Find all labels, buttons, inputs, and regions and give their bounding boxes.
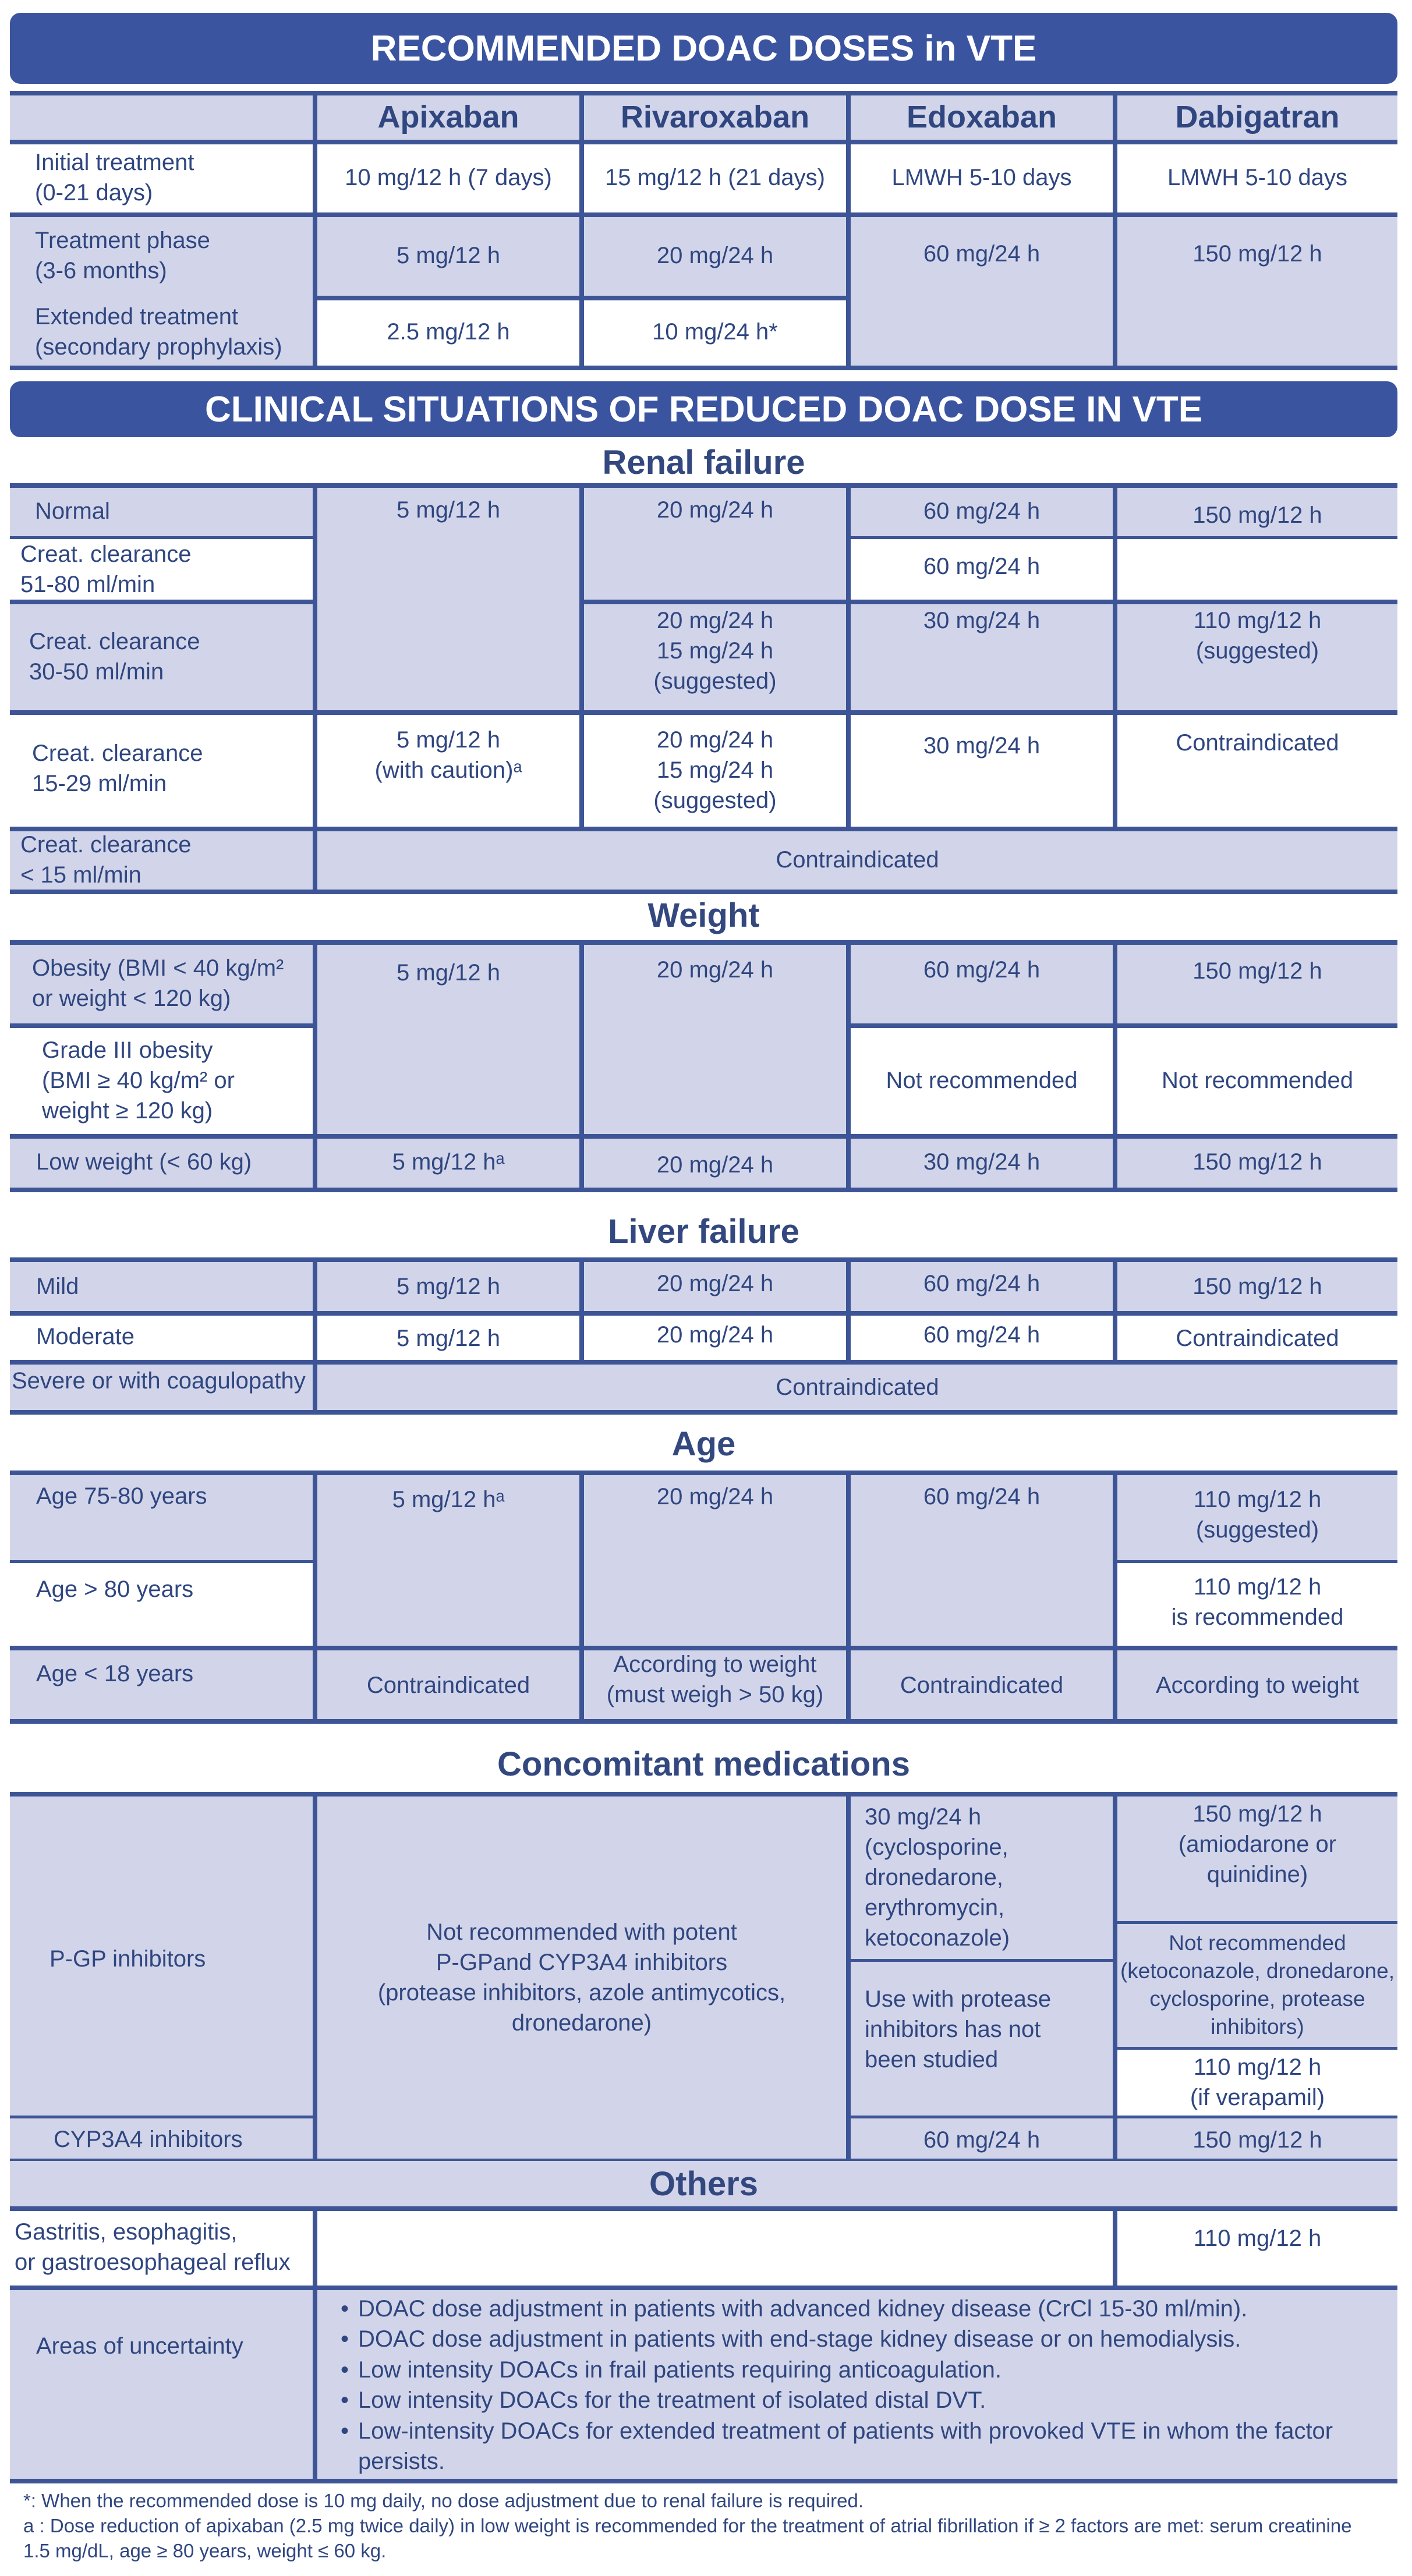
divider — [1113, 1921, 1397, 1924]
row-band-ext-merge — [847, 297, 1397, 367]
divider — [1113, 2206, 1117, 2288]
uncertainty-list — [341, 2294, 1389, 2477]
row-label-obesity: Obesity (BMI < 40 kg/m² or weight < 120 kg) — [32, 955, 284, 1011]
title-clinical-situations: CLINICAL SITUATIONS OF REDUCED DOAC DOSE IN VTE — [10, 381, 1397, 437]
cell-a7580-apixaban: 5 mg/12 hᵃ — [392, 1487, 505, 1512]
divider — [10, 827, 1397, 831]
divider — [10, 1311, 1397, 1316]
uncertainty-item: • DOAC dose adjustment in patients with advanced kidney disease (CrCl 15-30 ml/min). — [341, 2294, 1389, 2324]
cell-grade3-dabigatran: Not recommended — [1161, 1068, 1354, 1093]
divider — [1113, 485, 1117, 828]
cell-initial-rivaroxaban: 15 mg/12 h (21 days) — [605, 165, 825, 190]
cell-moderate-edoxaban: 60 mg/24 h — [923, 1322, 1041, 1348]
cell-a18-edoxaban: Contraindicated — [900, 1673, 1064, 1698]
row-label-cyp: CYP3A4 inhibitors — [54, 2127, 243, 2152]
row-label-gastritis: Gastritis, esophagitis, or gastroesophageal reflux — [15, 2219, 291, 2275]
cell-low-apixaban: 5 mg/12 hᵃ — [392, 1149, 505, 1175]
cell-low-dabigatran: 150 mg/12 h — [1192, 1149, 1322, 1175]
uncertainty-item: • Low-intensity DOACs for extended treatment of patients with provoked VTE in whom the factor persists. — [341, 2416, 1389, 2477]
divider — [10, 140, 1397, 144]
cell-mild-dabigatran: 150 mg/12 h — [1192, 1274, 1322, 1299]
divider — [10, 483, 1397, 488]
cell-meds-edox-pgp2: Use with protease inhibitors has not been studied — [865, 1986, 1052, 2072]
cell-meds-edox-cyp: 60 mg/24 h — [923, 2127, 1041, 2153]
cell-obesity-apixaban: 5 mg/12 h — [397, 960, 500, 986]
row-label-c3050: Creat. clearance 30-50 ml/min — [29, 629, 200, 685]
cell-gastritis-dabigatran: 110 mg/12 h — [1193, 2226, 1322, 2251]
divider — [1113, 93, 1117, 367]
cell-obesity-dabigatran: 150 mg/12 h — [1192, 958, 1322, 984]
cell-c3050-edoxaban: 30 mg/24 h — [923, 608, 1041, 633]
uncertainty-item: • Low intensity DOACs for the treatment of isolated distal DVT. — [341, 2385, 1389, 2415]
row-label-initial: Initial treatment (0-21 days) — [35, 150, 194, 205]
row-label-a80: Age > 80 years — [36, 1576, 194, 1602]
cell-meds-dabi-pgp2: Not recommended (ketoconazole, dronedarone, cyclosporine, protease inhibitors) — [1120, 1930, 1395, 2039]
cell-phase-apixaban: 5 mg/12 h — [397, 243, 500, 268]
cell-grade3-edoxaban: Not recommended — [886, 1068, 1078, 1093]
cell-moderate-rivaroxaban: 20 mg/24 h — [656, 1322, 774, 1348]
cell-c3050-dabigatran: 110 mg/12 h (suggested) — [1193, 608, 1322, 664]
divider — [10, 1719, 1397, 1724]
divider — [313, 1260, 317, 1412]
divider — [579, 1473, 584, 1720]
divider — [846, 942, 851, 1189]
cell-c3050-rivaroxaban: 20 mg/24 h 15 mg/24 h (suggested) — [653, 608, 777, 694]
divider — [1113, 942, 1117, 1189]
divider — [10, 2116, 313, 2118]
cell-initial-apixaban: 10 mg/12 h (7 days) — [345, 165, 552, 190]
divider — [10, 1134, 1397, 1139]
bullet-icon: • — [341, 2387, 349, 2414]
divider — [579, 93, 584, 367]
row-label-a7580: Age 75-80 years — [36, 1483, 207, 1509]
row-label-pgp: P-GP inhibitors — [49, 1946, 206, 1972]
header-edoxaban: Edoxaban — [906, 99, 1057, 134]
cell-c1529-rivaroxaban: 20 mg/24 h 15 mg/24 h (suggested) — [653, 727, 777, 813]
divider — [846, 1473, 851, 1720]
cell-extended-apixaban: 2.5 mg/12 h — [387, 319, 510, 345]
section-renal: Renal failure — [602, 443, 805, 481]
row-label-severe: Severe or with coagulopathy — [12, 1368, 306, 1394]
cell-mild-edoxaban: 60 mg/24 h — [923, 1271, 1041, 1296]
cell-moderate-dabigatran: Contraindicated — [1176, 1326, 1339, 1351]
divider — [579, 600, 1397, 604]
cell-normal-apixaban: 5 mg/12 h — [397, 497, 500, 523]
cell-low-rivaroxaban: 20 mg/24 h — [656, 1152, 774, 1178]
row-label-a18: Age < 18 years — [36, 1661, 194, 1686]
cell-c5180-edoxaban: 60 mg/24 h — [923, 554, 1041, 579]
divider — [313, 1794, 317, 2161]
cell-obesity-rivaroxaban: 20 mg/24 h — [656, 957, 774, 983]
divider — [313, 1473, 317, 1720]
divider — [846, 93, 851, 367]
divider — [10, 366, 1397, 370]
cell-meds-apix-riva: Not recommended with potent P-GPand CYP3A4 inhibitors (protease inhibitors, azole antimycotics, dronedarone) — [377, 1919, 786, 2036]
header-rivaroxaban: Rivaroxaban — [620, 99, 810, 134]
divider — [10, 1792, 1397, 1797]
divider — [1113, 2047, 1397, 2050]
cell-initial-dabigatran: LMWH 5-10 days — [1167, 165, 1347, 190]
row-label-lowweight: Low weight (< 60 kg) — [36, 1149, 252, 1175]
bullet-icon: • — [341, 2296, 349, 2322]
cell-a80-dabigatran: 110 mg/12 h is recommended — [1171, 1574, 1344, 1630]
row-label-phase: Treatment phase (3-6 months) — [35, 228, 210, 284]
row-label-extended: Extended treatment (secondary prophylaxis) — [35, 304, 282, 360]
divider — [10, 91, 1397, 95]
cell-meds-dabi-pgp3: 110 mg/12 h (if verapamil) — [1190, 2054, 1325, 2110]
band-a80-merged — [313, 1560, 1113, 1647]
cell-normal-edoxaban: 60 mg/24 h — [923, 498, 1041, 524]
divider — [10, 1257, 1397, 1262]
section-liver: Liver failure — [608, 1212, 799, 1250]
cell-normal-rivaroxaban: 20 mg/24 h — [656, 497, 774, 523]
divider — [313, 2206, 317, 2480]
cell-c1529-dabigatran: Contraindicated — [1176, 730, 1339, 756]
divider — [579, 485, 584, 828]
cell-extended-rivaroxaban: 10 mg/24 h* — [652, 319, 778, 345]
divider — [10, 1471, 1397, 1475]
divider — [10, 2479, 1397, 2483]
divider — [846, 1260, 851, 1362]
divider — [1113, 1794, 1117, 2161]
cell-a7580-rivaroxaban: 20 mg/24 h — [656, 1484, 774, 1510]
bullet-icon: • — [341, 2326, 349, 2352]
divider — [1113, 1260, 1117, 1362]
cell-phase-dabigatran: 150 mg/12 h — [1192, 241, 1322, 267]
row-label-moderate: Moderate — [36, 1324, 135, 1349]
header-dabigatran: Dabigatran — [1175, 99, 1340, 134]
row-label-grade3: Grade III obesity (BMI ≥ 40 kg/m² or weight ≥ 120 kg) — [42, 1037, 235, 1124]
divider — [846, 1959, 1113, 1962]
divider — [846, 2116, 1397, 2118]
row-label-c1529: Creat. clearance 15-29 ml/min — [32, 740, 203, 796]
row-label-c15: Creat. clearance < 15 ml/min — [20, 832, 192, 888]
cell-a7580-edoxaban: 60 mg/24 h — [923, 1484, 1041, 1510]
cell-meds-dabi-pgp1: 150 mg/12 h (amiodarone or quinidine) — [1178, 1801, 1337, 1887]
divider — [10, 600, 313, 604]
title-recommended: RECOMMENDED DOAC DOSES in VTE — [10, 13, 1397, 84]
footnote-asterisk: *: When the recommended dose is 10 mg daily, no dose adjustment due to renal failure is required. — [23, 2490, 864, 2511]
divider — [10, 2286, 1397, 2290]
divider — [10, 212, 1397, 217]
cell-c1529-edoxaban: 30 mg/24 h — [923, 733, 1041, 759]
cell-meds-edox-pgp1: 30 mg/24 h (cyclosporine, dronedarone, erythromycin, ketoconazole) — [865, 1804, 1010, 1951]
header-apixaban: Apixaban — [377, 99, 519, 134]
cell-mild-rivaroxaban: 20 mg/24 h — [656, 1271, 774, 1296]
bullet-icon: • — [341, 2357, 349, 2383]
divider — [10, 1188, 1397, 1192]
row-label-c5180: Creat. clearance 51-80 ml/min — [20, 541, 192, 597]
divider — [10, 940, 1397, 945]
cell-a18-apixaban: Contraindicated — [366, 1673, 530, 1698]
divider — [10, 1560, 313, 1563]
cell-meds-dabi-cyp: 150 mg/12 h — [1192, 2127, 1322, 2153]
cell-a7580-dabigatran: 110 mg/12 h (suggested) — [1193, 1487, 1322, 1543]
cell-c1529-apixaban: 5 mg/12 h (with caution)ᵃ — [374, 727, 522, 783]
cell-obesity-edoxaban: 60 mg/24 h — [923, 957, 1041, 983]
divider — [10, 1360, 1397, 1365]
divider — [313, 93, 317, 367]
divider — [1113, 1473, 1117, 1720]
divider — [313, 485, 317, 891]
divider — [846, 1023, 1397, 1028]
cell-initial-edoxaban: LMWH 5-10 days — [891, 165, 1072, 190]
section-meds: Concomitant medications — [497, 1745, 910, 1783]
divider — [10, 710, 1397, 715]
cell-phase-edoxaban: 60 mg/24 h — [923, 241, 1041, 267]
divider — [579, 1260, 584, 1362]
divider — [10, 536, 313, 539]
cell-c15-all: Contraindicated — [776, 847, 939, 873]
divider — [579, 942, 584, 1189]
row-label-mild: Mild — [36, 1274, 79, 1299]
divider — [846, 1794, 851, 2161]
divider — [846, 536, 1397, 539]
cell-moderate-apixaban: 5 mg/12 h — [397, 1326, 500, 1351]
cell-a18-rivaroxaban: According to weight (must weigh > 50 kg) — [606, 1652, 824, 1707]
cell-mild-apixaban: 5 mg/12 h — [397, 1274, 500, 1299]
divider — [10, 2206, 1397, 2211]
divider — [10, 1023, 313, 1028]
section-age: Age — [671, 1425, 736, 1463]
section-others: Others — [10, 2161, 1397, 2206]
divider — [846, 485, 851, 828]
footnote-a: a : Dose reduction of apixaban (2.5 mg twice daily) in low weight is recommended for the treatment of atrial fibrillation if ≥ 2 factors are met: serum creatinine 1.5 mg/dL, age ≥ 80 years, weight ≤ 60 kg. — [23, 2515, 1352, 2561]
cell-phase-rivaroxaban: 20 mg/24 h — [656, 243, 774, 268]
divider — [10, 1646, 1397, 1650]
bullet-icon: • — [341, 2418, 349, 2444]
cell-a18-dabigatran: According to weight — [1155, 1673, 1360, 1698]
section-weight: Weight — [647, 896, 760, 934]
divider — [1113, 1560, 1397, 1563]
cell-severe-all: Contraindicated — [776, 1374, 939, 1400]
divider — [10, 1410, 1397, 1415]
cell-normal-dabigatran: 150 mg/12 h — [1192, 502, 1322, 528]
uncertainty-item: • Low intensity DOACs in frail patients requiring anticoagulation. — [341, 2355, 1389, 2385]
cell-low-edoxaban: 30 mg/24 h — [923, 1149, 1041, 1175]
row-label-normal: Normal — [35, 498, 110, 524]
uncertainty-item: • DOAC dose adjustment in patients with end-stage kidney disease or on hemodialysis. — [341, 2324, 1389, 2354]
divider — [313, 942, 317, 1189]
row-label-uncertainty: Areas of uncertainty — [36, 2333, 243, 2359]
